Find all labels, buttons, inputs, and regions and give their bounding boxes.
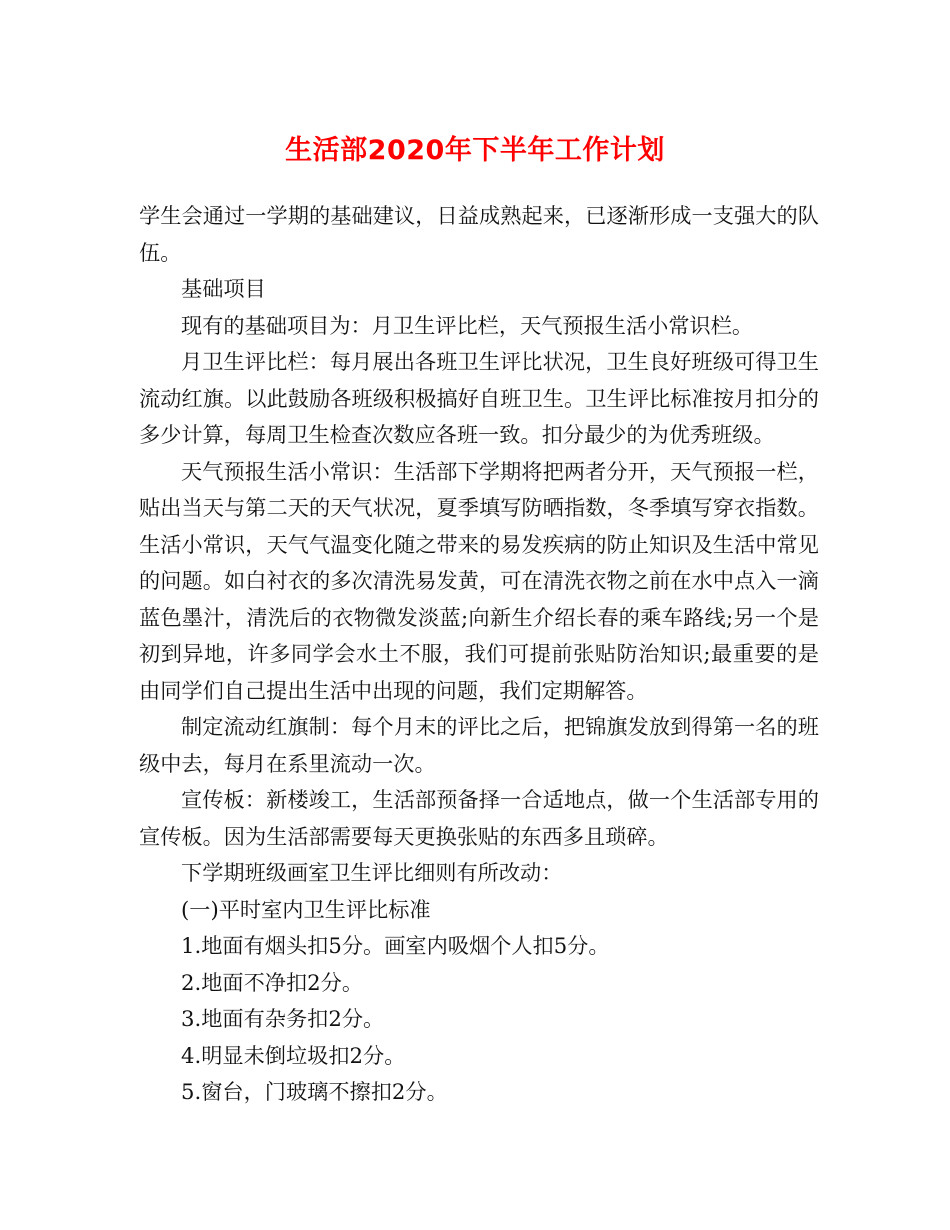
paragraph-rule-changes: 下学期班级画室卫生评比细则有所改动： [181, 860, 563, 885]
list-item-rule-5: 5.窗台，门玻璃不擦扣2分。 [181, 1079, 448, 1104]
subheading-daily-standards: (一)平时室内卫生评比标准 [181, 896, 431, 922]
paragraph-existing-projects: 现有的基础项目为：月卫生评比栏，天气预报生活小常识栏。 [181, 312, 754, 338]
paragraph-hygiene-board: 月卫生评比栏：每月展出各班卫生评比状况，卫生良好班级可得卫生流动红旗。以此鼓励各班级积极搞好自班卫生。卫生评比标准按月扣分的多少计算，每周卫生检查次数应各班一致。扣分最少的为优秀班级。 [139, 349, 819, 447]
list-item-rule-3: 3.地面有杂务扣2分。 [181, 1006, 385, 1031]
list-item-rule-4: 4.明显未倒垃圾扣2分。 [181, 1042, 406, 1068]
document-title: 生活部2020年下半年工作计划 [285, 135, 665, 166]
intro-paragraph: 学生会通过一学期的基础建议，日益成熟起来，已逐渐形成一支强大的队伍。 [139, 203, 819, 265]
paragraph-red-flag-system: 制定流动红旗制：每个月末的评比之后，把锦旗发放到得第一名的班级中去，每月在系里流动一次。 [139, 714, 819, 776]
paragraph-publicity-board: 宣传板：新楼竣工，生活部预备择一合适地点，做一个生活部专用的宣传板。因为生活部需要每天更换张贴的东西多且琐碎。 [139, 787, 819, 849]
section-heading-basic-projects: 基础项目 [181, 276, 266, 301]
paragraph-weather-tips: 天气预报生活小常识：生活部下学期将把两者分开，天气预报一栏，贴出当天与第二天的天气状况，夏季填写防晒指数，冬季填写穿衣指数。生活小常识，天气气温变化随之带来的易发疾病的防止知识及生活中常见的问题。如白衬衣的多次清洗易发黄，可在清洗衣物之前在水中点入一滴蓝色墨汁，清洗后的衣物微发淡蓝;向新生介绍长春的乘车路线;另一个是初到异地，许多同学会水土不服，我们可提前张贴防治知识;最重要的是由同学们自己提出生活中出现的问题，我们定期解答。 [139, 458, 819, 703]
list-item-rule-1: 1.地面有烟头扣5分。画室内吸烟个人扣5分。 [181, 933, 610, 958]
document-body [139, 198, 819, 1111]
list-item-rule-2: 2.地面不净扣2分。 [181, 969, 364, 995]
